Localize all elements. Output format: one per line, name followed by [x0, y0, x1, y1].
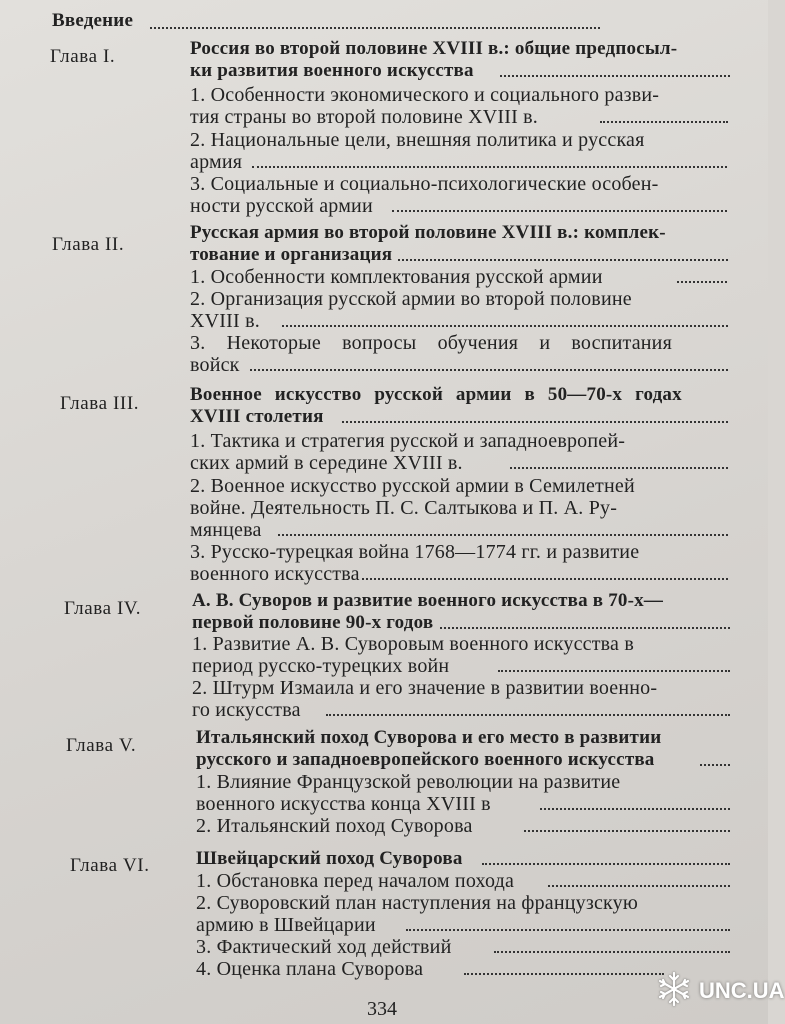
chapter-2-label: Глава II. — [52, 234, 125, 255]
chapter-3-label: Глава III. — [60, 393, 140, 414]
leader-dots — [498, 667, 730, 672]
section-3-3-line-2: военного искусства — [190, 563, 360, 585]
section-2-3-line-2: войск — [190, 354, 240, 376]
chapter-4-title-line-1: А. В. Суворов и развитие военного искусства в 70-х— — [192, 590, 664, 611]
watermark — [655, 967, 785, 1015]
section-6-1-line-1: 1. Обстановка перед началом похода — [196, 870, 515, 892]
chapter-4-title-line-2: первой половине 90-х годов — [192, 612, 434, 633]
chapter-2-title-line-2: тование и организация — [190, 244, 393, 265]
leader-dots — [440, 624, 730, 629]
leader-dots — [398, 256, 728, 261]
chapter-6-label: Глава VI. — [70, 855, 150, 876]
leader-dots — [278, 531, 728, 536]
chapter-6-title-line-1: Швейцарский поход Суворова — [196, 848, 463, 869]
chapter-3-title-line-1: Военное искусство русской армии в 50—70-х годах — [190, 384, 682, 405]
section-4-2-line-2: го искусства — [192, 699, 301, 721]
page-number: 334 — [367, 998, 397, 1020]
section-5-2-line-1: 2. Итальянский поход Суворова — [196, 815, 473, 837]
chapter-5-title-line-2: русского и западноевропейского военного искусства — [196, 749, 655, 770]
chapter-5-title-line-1: Итальянский поход Суворова и его место в развитии — [196, 727, 662, 748]
leader-dots — [700, 761, 730, 766]
leader-dots — [362, 575, 728, 580]
section-1-1-line-2: тия страны во второй половине XVIII в. — [190, 106, 539, 128]
leader-dots — [600, 118, 728, 123]
leader-dots — [500, 72, 730, 77]
chapter-2-title-line-1: Русская армия во второй половине XVIII в.: комплек- — [190, 222, 666, 243]
leader-dots — [406, 926, 730, 931]
leader-dots — [282, 322, 728, 327]
section-1-3-line-2: ности русской армии — [190, 195, 373, 217]
chapter-4-label: Глава IV. — [64, 598, 142, 619]
section-1-1-line-1: 1. Особенности экономического и социального разви- — [190, 84, 660, 106]
leader-dots — [677, 278, 727, 283]
leader-dots — [252, 163, 727, 168]
section-6-2-line-1: 2. Суворовский план наступления на французскую — [196, 892, 639, 914]
leader-dots — [510, 464, 728, 469]
leader-dots — [392, 207, 727, 212]
section-3-2-line-3: мянцева — [190, 519, 262, 541]
leader-dots — [150, 24, 600, 29]
leader-dots — [250, 366, 728, 371]
section-2-1-line-1: 1. Особенности комплектования русской армии — [190, 266, 603, 288]
section-1-3-line-1: 3. Социальные и социально-психологические особен- — [190, 173, 659, 195]
leader-dots — [326, 711, 730, 716]
snowflake-icon — [655, 970, 693, 1013]
chapter-1-title-line-1: Россия во второй половине XVIII в.: общие предпосыл- — [190, 38, 678, 59]
section-2-2-line-2: XVIII в. — [190, 310, 260, 332]
section-6-2-line-2: армию в Швейцарии — [196, 914, 376, 936]
section-3-1-line-1: 1. Тактика и стратегия русской и западноевропей- — [190, 430, 626, 452]
leader-dots — [494, 948, 730, 953]
section-3-1-line-2: ских армий в середине XVIII в. — [190, 452, 463, 474]
section-4-1-line-2: период русско-турецких войн — [192, 655, 450, 677]
watermark-text: UNC.UA — [699, 978, 785, 1003]
section-2-3-line-1: 3. Некоторые вопросы обучения и воспитания — [190, 332, 672, 354]
leader-dots — [482, 860, 730, 865]
leader-dots — [342, 418, 728, 423]
section-4-2-line-1: 2. Штурм Измаила и его значение в развитии военно- — [192, 677, 658, 699]
section-5-1-line-1: 1. Влияние Французской революции на развитие — [196, 771, 621, 793]
section-3-3-line-1: 3. Русско-турецкая война 1768—1774 гг. и развитие — [190, 541, 640, 563]
section-6-4-line-1: 4. Оценка плана Суворова — [196, 958, 424, 980]
chapter-1-label: Глава I. — [50, 46, 116, 67]
intro-title: Введение — [52, 10, 134, 31]
leader-dots — [524, 827, 730, 832]
section-6-3-line-1: 3. Фактический ход действий — [196, 936, 452, 958]
chapter-3-title-line-2: XVIII столетия — [190, 406, 324, 427]
leader-dots — [548, 882, 730, 887]
leader-dots — [464, 970, 664, 975]
section-1-2-line-1: 2. Национальные цели, внешняя политика и русская — [190, 129, 645, 151]
section-1-2-line-2: армия — [190, 151, 243, 173]
section-3-2-line-2: войне. Деятельность П. С. Салтыкова и П. А. Ру- — [190, 497, 618, 519]
section-3-2-line-1: 2. Военное искусство русской армии в Семилетней — [190, 475, 635, 497]
section-2-2-line-1: 2. Организация русской армии во второй половине — [190, 288, 632, 310]
chapter-1-title-line-2: ки развития военного искусства — [190, 60, 474, 81]
chapter-5-label: Глава V. — [66, 735, 137, 756]
section-4-1-line-1: 1. Развитие А. В. Суворовым военного искусства в — [192, 633, 634, 655]
leader-dots — [540, 805, 730, 810]
section-5-1-line-2: военного искусства конца XVIII в — [196, 793, 491, 815]
